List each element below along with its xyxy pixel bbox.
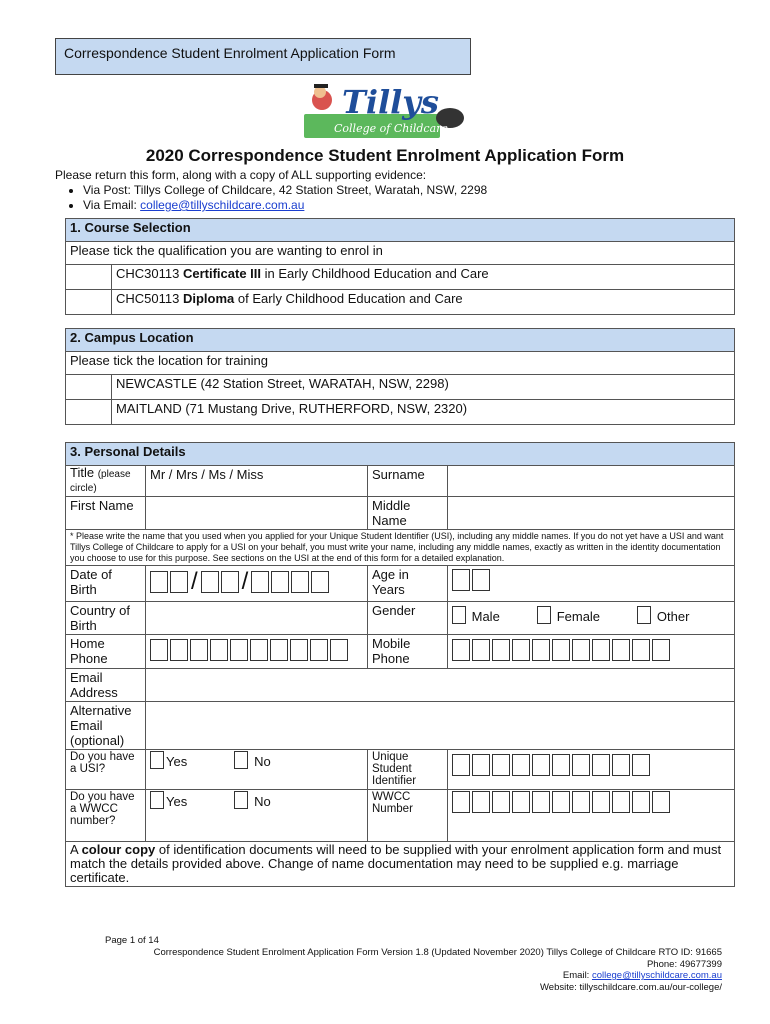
male-label: Male — [471, 609, 500, 624]
course-heading: 1. Course Selection — [66, 219, 735, 242]
country-label: Country of Birth — [66, 602, 146, 635]
course-tick-cert3[interactable] — [66, 265, 112, 290]
course-instruction: Please tick the qualification you are wanting to enrol in — [66, 242, 735, 265]
campus-option-newcastle: NEWCASTLE (42 Station Street, WARATAH, NSW, 2298) — [112, 375, 735, 400]
footer-phone: Phone: 49677399 — [646, 958, 722, 970]
logo-name: Tillys — [342, 83, 439, 121]
intro-email-label: Via Email: — [83, 198, 141, 212]
usi-field[interactable] — [448, 750, 735, 790]
footer-block — [82, 947, 722, 993]
footer-page: Page 1 of 14 — [105, 935, 159, 946]
footer-email: Email: college@tillyschildcare.com.au — [562, 970, 722, 981]
dob-field[interactable] — [146, 566, 368, 602]
mobile-field[interactable] — [448, 635, 735, 669]
campus-table — [65, 328, 735, 425]
course-selection-table — [65, 218, 735, 315]
personal-details-table — [65, 442, 735, 887]
title-options[interactable]: Mr / Mrs / Ms / Miss — [146, 466, 368, 497]
usi-yes-label: Yes — [166, 754, 188, 769]
footer-website: Website: tillyschildcare.com.au/our-college/ — [540, 981, 722, 993]
usi-yes-checkbox[interactable] — [150, 751, 164, 769]
middle-name-label: Middle Name — [368, 497, 448, 530]
wwcc-yes-label: Yes — [166, 794, 188, 809]
middle-name-field[interactable] — [448, 497, 735, 530]
age-field[interactable] — [448, 566, 735, 602]
intro-email-item — [83, 198, 487, 213]
footer-version: Correspondence Student Enrolment Application Form Version 1.8 (Updated November 2020) Tillys College of Childcare RTO ID: 91665 — [153, 947, 722, 958]
campus-heading: 2. Campus Location — [66, 329, 735, 352]
title-label: Title (please circle) — [66, 466, 146, 497]
usi-no-label: No — [254, 754, 271, 769]
intro-email-link[interactable]: college@tillyschildcare.com.au — [140, 198, 305, 212]
wwcc-field[interactable] — [448, 790, 735, 842]
mobile-label: Mobile Phone — [368, 635, 448, 669]
country-field[interactable] — [146, 602, 368, 635]
usi-label: Unique Student Identifier — [368, 750, 448, 790]
intro — [55, 168, 487, 213]
wwcc-label: WWCC Number — [368, 790, 448, 842]
wwcc-yes-checkbox[interactable] — [150, 791, 164, 809]
campus-instruction: Please tick the location for training — [66, 352, 735, 375]
female-label: Female — [556, 609, 601, 624]
email-label: Email Address — [66, 669, 146, 702]
course-tick-diploma[interactable] — [66, 290, 112, 315]
gender-label: Gender — [368, 602, 448, 635]
gender-options[interactable] — [448, 602, 735, 635]
wwcc-no-label: No — [254, 794, 271, 809]
header-title: Correspondence Student Enrolment Application Form — [64, 45, 396, 61]
other-label: Other — [656, 609, 690, 624]
have-usi-label: Do you have a USI? — [66, 750, 146, 790]
dob-boxes[interactable]: / / — [150, 571, 363, 593]
home-phone-label: Home Phone — [66, 635, 146, 669]
wwcc-no-checkbox[interactable] — [234, 791, 248, 809]
personal-heading: 3. Personal Details — [66, 443, 735, 466]
intro-post: • Via Post: Tillys College of Childcare, 42 Station Street, Waratah, NSW, 2298 — [83, 183, 487, 198]
first-name-field[interactable] — [146, 497, 368, 530]
email-field[interactable] — [146, 669, 735, 702]
course-option-diploma: CHC50113 Diploma of Early Childhood Education and Care — [112, 290, 735, 315]
course-option-cert3: CHC30113 Certificate III in Early Childhood Education and Care — [112, 265, 735, 290]
logo-sub: College of Childcare — [334, 122, 448, 135]
usi-name-note: * Please write the name that you used when you applied for your Unique Student Identifier (USI), including any middle names. If you do not yet have a USI and want Tillys College of Childcare to apply for a USI on your behalf, you must write your name, including any middle names, exactly as written in the identity documentation you choose to use for this purpose. See sections on the USI at the end of this form for a detailed explanation. — [66, 530, 735, 566]
college-logo — [300, 80, 470, 142]
alt-email-field[interactable] — [146, 702, 735, 750]
campus-option-maitland: MAITLAND (71 Mustang Drive, RUTHERFORD, NSW, 2320) — [112, 400, 735, 425]
surname-label: Surname — [368, 466, 448, 497]
have-wwcc-options[interactable] — [146, 790, 368, 842]
first-name-label: First Name — [66, 497, 146, 530]
age-label: Age in Years — [368, 566, 448, 602]
have-usi-options[interactable] — [146, 750, 368, 790]
footer-email-link[interactable]: college@tillyschildcare.com.au — [591, 970, 722, 981]
page-title: 2020 Correspondence Student Enrolment Application Form — [145, 146, 625, 165]
have-wwcc-label: Do you have a WWCC number? — [66, 790, 146, 842]
id-note: A colour copy of identification documents will need to be supplied with your enrolment application form and must match the details provided above. Change of name documentation may need to be supplied e.g. marriage certificate. — [66, 842, 735, 887]
home-phone-field[interactable] — [146, 635, 368, 669]
header-title-box — [55, 38, 471, 75]
male-checkbox[interactable] — [452, 606, 466, 624]
campus-tick-maitland[interactable] — [66, 400, 112, 425]
logo-graphic — [300, 80, 470, 142]
dob-label: Date of Birth — [66, 566, 146, 602]
alt-email-label: Alternative Email (optional) — [66, 702, 146, 750]
other-checkbox[interactable] — [637, 606, 651, 624]
female-checkbox[interactable] — [537, 606, 551, 624]
usi-no-checkbox[interactable] — [234, 751, 248, 769]
surname-field[interactable] — [448, 466, 735, 497]
campus-tick-newcastle[interactable] — [66, 375, 112, 400]
intro-line: Please return this form, along with a copy of ALL supporting evidence: — [55, 168, 427, 182]
